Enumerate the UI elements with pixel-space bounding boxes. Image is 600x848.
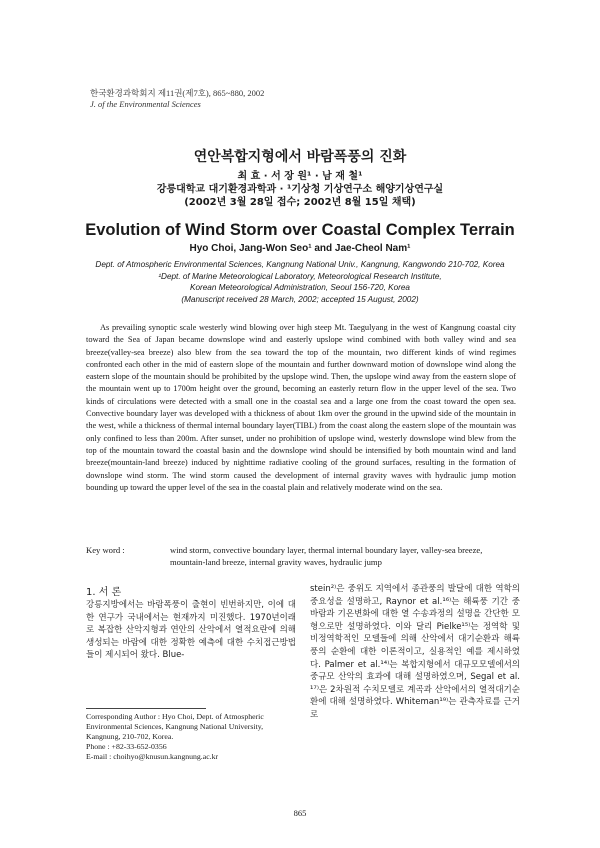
section-title: 1. 서 론 [86,587,122,598]
korean-author-block [0,170,600,209]
right-column-text: stein²⁾은 중위도 지역에서 종관풍의 발달에 대한 역학의 중요성을 설명하고, Raynor et al.¹⁶⁾는 해륙풍 기간 중 바람과 기온변화에 대한 열 수송과정의 설명을 간단한 모형으로만 설명하였다. 이와 달리 Pielke¹⁵⁾는 정역학 및 비정역학적인 모델들에 의해 산악에서 대기순환과 해륙풍의 순환에 대한 이론적이고, 실용적인 예를 제시하였다. Palmer et al.¹⁴⁾는 복합지형에서 대규모모델에서의 중규모 산악의 효과에 대해 설명하였으며, Segal et al. ¹⁷⁾은 2차원적 수치모델로 계곡과 산악에서의 열적대기순환에 대해 설명하였다. Whiteman¹⁹⁾는 관측자료를 근거로 [310,584,520,720]
corr-phone: Phone : +82-33-652-0356 [86,742,167,751]
korean-title: 연안복합지형에서 바람폭풍의 진화 [193,149,407,165]
keywords [86,544,516,568]
abstract: As prevailing synoptic scale westerly wind blowing over high steep Mt. Taegulyang in the west of Kangnung coastal city toward the Sea of Japan became downslope wind and easterly upslope wind combined with both valley wind and sea breeze(valley-sea breeze) also blew from the sea toward the top of the mountain, two different kinds of wind regimes confronted each other in the mid of eastern slope of the mountain and further downward motion of downslope wind along the eastern slope of the mountain should be prohibited by the upslope wind. Then, the upslope wind away from the eastern slope of the mountain went up to 1700m height over the ground, becoming an easterly return flow in the upper level of the sea. Two kinds of circulations were detected with a small one in the coastal sea and a large one from the coast toward the open sea. Convective boundary layer was developed with a thickness of about 1km over the ground in the upwind side of the mountain in the west, while a thickness of thermal internal boundary layer(TIBL) from the coast along the eastern slope of the mountain was only confined to less than 200m. After sunset, under no prohibition of upslope wind, westerly downslope wind blew from the top of the mountain toward the coastal basin and the downslope wind should be intensified by both mountain wind and land breeze(mountain-land breeze) induced by nighttime radiative cooling of the ground surfaces, resulting in the formation of downslope wind storm. The wind storm caused the development of internal gravity waves with hydraulic jump motion bounding up toward the upper level of the sea in the coastal plain and relatively moderate wind on the sea. [86,323,516,492]
affiliation-1: Dept. of Atmospheric Environmental Sciences, Kangnung National Univ., Kangnung, Kangwondo 210-702, Korea [95,260,505,269]
affiliation-3: Korean Meteorological Administration, Seoul 156-720, Korea [190,283,410,292]
affiliation-2: ¹Dept. of Marine Meteorological Laboratory, Meteorological Research Institute, [158,271,442,281]
journal-english: J. of the Environmental Sciences [90,99,201,109]
keywords-label: Key word : [86,545,125,555]
corr-line-1: Corresponding Author : Hyo Choi, Dept. of Atmospheric [86,712,264,721]
english-authors: Hyo Choi, Jang-Won Seo¹ and Jae-Cheol Nam¹ [189,243,411,254]
keywords-list: wind storm, convective boundary layer, thermal internal boundary layer, valley-sea breeze, mountain-land breeze, internal gravity waves, hydraulic jump [170,545,483,567]
corr-email[interactable]: E-mail : choihyo@knusun.kangnung.ac.kr [86,752,219,761]
affiliation-block [0,259,600,305]
english-title: Evolution of Wind Storm over Coastal Complex Terrain [85,221,515,239]
korean-affiliation: 강릉대학교 대기환경과학과 · ¹기상청 기상연구소 해양기상연구실 [156,184,444,195]
page-number: 865 [293,808,307,818]
korean-dates: (2002년 3월 28일 접수; 2002년 8월 15일 채택) [184,197,416,208]
journal-line: 한국환경과학회지 제11권(제7호), 865~880, 2002 [90,88,265,98]
corr-line-3: Kangnung, 210-702, Korea. [86,732,174,741]
correspondence-block [86,712,296,762]
journal-header [90,88,264,110]
left-column-text: 강릉지방에서는 바람폭풍이 출현이 빈번하지만, 이에 대한 연구가 국내에서는 현재까지 미진했다. 1970년이래로 복잡한 산악지형과 연안의 산악에서 열적요란에 의해 생성되는 바람에 대한 정확한 예측에 대한 수치접근방법들이 제시되어 왔다. Blue- [86,600,296,661]
korean-authors: 최 효 · 서 장 원¹ · 남 재 철¹ [237,171,363,182]
corr-line-2: Environmental Sciences, Kangnung National University, [86,722,264,731]
manuscript-dates: (Manuscript received 28 March, 2002; accepted 15 August, 2002) [181,294,419,304]
footnote-divider [86,708,206,709]
